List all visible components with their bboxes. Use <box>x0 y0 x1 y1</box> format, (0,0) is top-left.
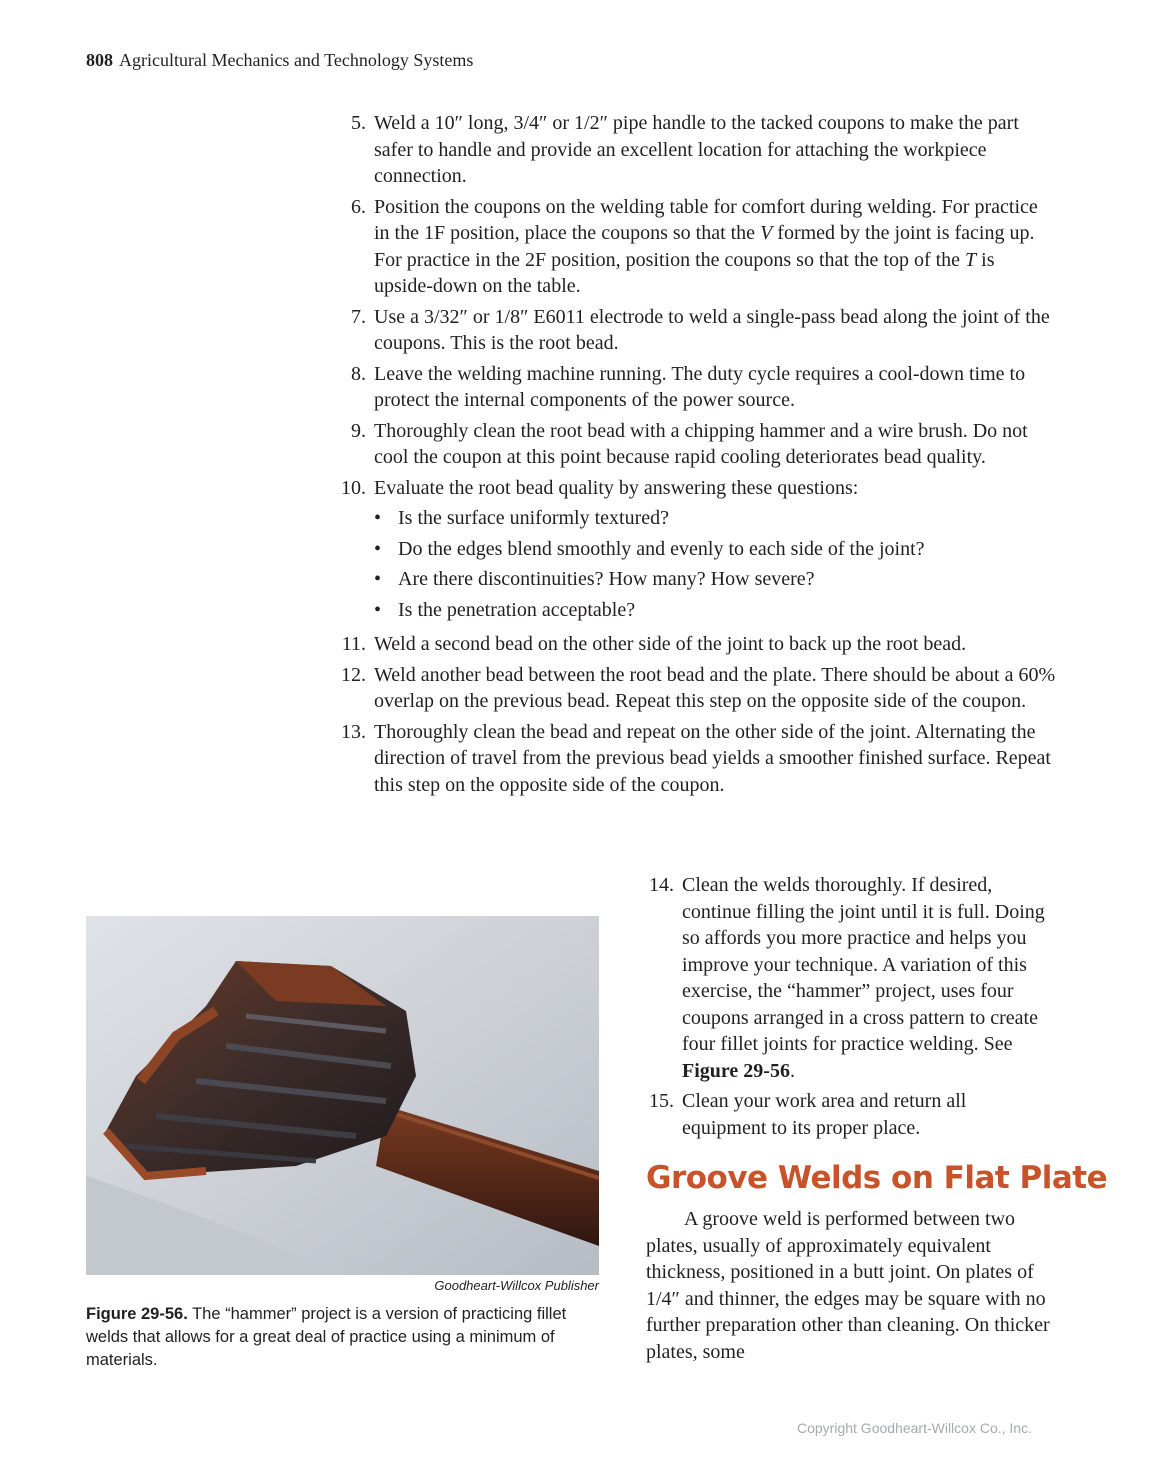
step-12 <box>338 662 1058 715</box>
step-14 <box>646 872 1046 1084</box>
body-paragraph: A groove weld is performed between two plates, usually of approximately equivalent thickness, positioned in a butt joint. On plates of 1/4″ and thinner, the edges may be square with no further preparation other than cleaning. On thicker plates, some <box>646 1208 1050 1363</box>
step-number: 6. <box>351 195 366 218</box>
book-title: Agricultural Mechanics and Technology Systems <box>119 50 474 70</box>
step-text: Clean the welds thoroughly. If desired, continue filling the joint until it is full. Doing so affords you more practice and helps you improve your technique. A variation of this exercise, the “hammer” project, uses four coupons arranged in a cross pattern to create four fillet joints for practice welding. See Figure 29-56. <box>682 874 1045 1082</box>
step-number: 11. <box>341 633 366 655</box>
procedure-steps-continued <box>646 872 1046 1145</box>
step-10 <box>338 475 1058 628</box>
question-list <box>374 505 1058 623</box>
step-number: 12. <box>341 663 366 686</box>
figure-reference: Figure 29-56 <box>682 1059 790 1082</box>
list-item: • Is the surface uniformly textured? <box>374 507 670 529</box>
caption-text: The “hammer” project is a version of practicing fillet welds that allows for a great deal of practice using a minimum of materials. <box>86 1305 567 1369</box>
step-text: Leave the welding machine running. The duty cycle requires a cool-down time to protect the internal components of the power source. <box>374 362 1026 411</box>
step-8 <box>338 361 1058 414</box>
step-6 <box>338 194 1058 300</box>
step-text: Clean your work area and return all equipment to its proper place. <box>682 1090 967 1139</box>
step-text: Position the coupons on the welding table for comfort during welding. For practice in the 1F position, place the coupons so that the V formed by the joint is facing up. For practice in the 2F position, position the coupons so that the top of the T is upside-down on the table. <box>374 195 1038 297</box>
step-text: Thoroughly clean the bead and repeat on the other side of the joint. Alternating the direction of travel from the previous bead yields a smoother finished surface. Repeat this step on the opposite side of the coupon. <box>374 720 1051 796</box>
hammer-project-photo <box>86 916 599 1275</box>
copyright-footer: Copyright Goodheart-Willcox Co., Inc. <box>797 1420 1032 1436</box>
step-13 <box>338 719 1058 799</box>
step-number: 10. <box>341 476 366 499</box>
page-number: 808 <box>86 50 113 70</box>
list-item: • Do the edges blend smoothly and evenly to each side of the joint? <box>374 537 925 560</box>
photo-credit: Goodheart-Willcox Publisher <box>434 1278 599 1293</box>
step-number: 8. <box>351 362 366 385</box>
step-5 <box>338 110 1058 190</box>
step-number: 13. <box>341 720 366 743</box>
step-text: Use a 3/32″ or 1/8″ E6011 electrode to weld a single-pass bead along the joint of the coupons. This is the root bead. <box>374 305 1050 354</box>
step-number: 5. <box>351 112 366 134</box>
list-item: • Are there discontinuities? How many? How severe? <box>374 568 815 590</box>
figure-label: Figure 29-56. <box>86 1305 188 1323</box>
list-item: • Is the penetration acceptable? <box>374 598 636 621</box>
step-number: 14. <box>649 874 674 896</box>
procedure-steps <box>338 110 1058 802</box>
step-number: 9. <box>351 419 366 442</box>
running-header <box>86 50 473 71</box>
step-text: Weld a 10″ long, 3/4″ or 1/2″ pipe handle to the tacked coupons to make the part safer to handle and provide an excellent location for attaching the workpiece connection. <box>374 112 1019 187</box>
step-11 <box>338 631 1058 658</box>
step-9 <box>338 418 1058 471</box>
figure-caption <box>86 1303 586 1372</box>
step-text: Thoroughly clean the root bead with a chipping hammer and a wire brush. Do not cool the coupon at this point because rapid cooling deteriorates bead quality. <box>374 419 1028 468</box>
section-heading: Groove Welds on Flat Plate <box>646 1160 1108 1196</box>
step-number: 7. <box>351 305 366 328</box>
step-text: Evaluate the root bead quality by answering these questions: • Is the surface uniformly textured? • Do the edges blend smoothly and evenly to each side of the joint? • Are there discontinuities? How many? How severe? • Is the penetration acceptable? <box>374 475 1058 628</box>
step-7 <box>338 304 1058 357</box>
step-number: 15. <box>649 1090 674 1112</box>
step-text: Weld a second bead on the other side of the joint to back up the root bead. <box>374 633 967 655</box>
step-text: Weld another bead between the root bead and the plate. There should be about a 60% overlap on the previous bead. Repeat this step on the opposite side of the coupon. <box>374 663 1056 712</box>
step-15 <box>646 1088 1046 1141</box>
